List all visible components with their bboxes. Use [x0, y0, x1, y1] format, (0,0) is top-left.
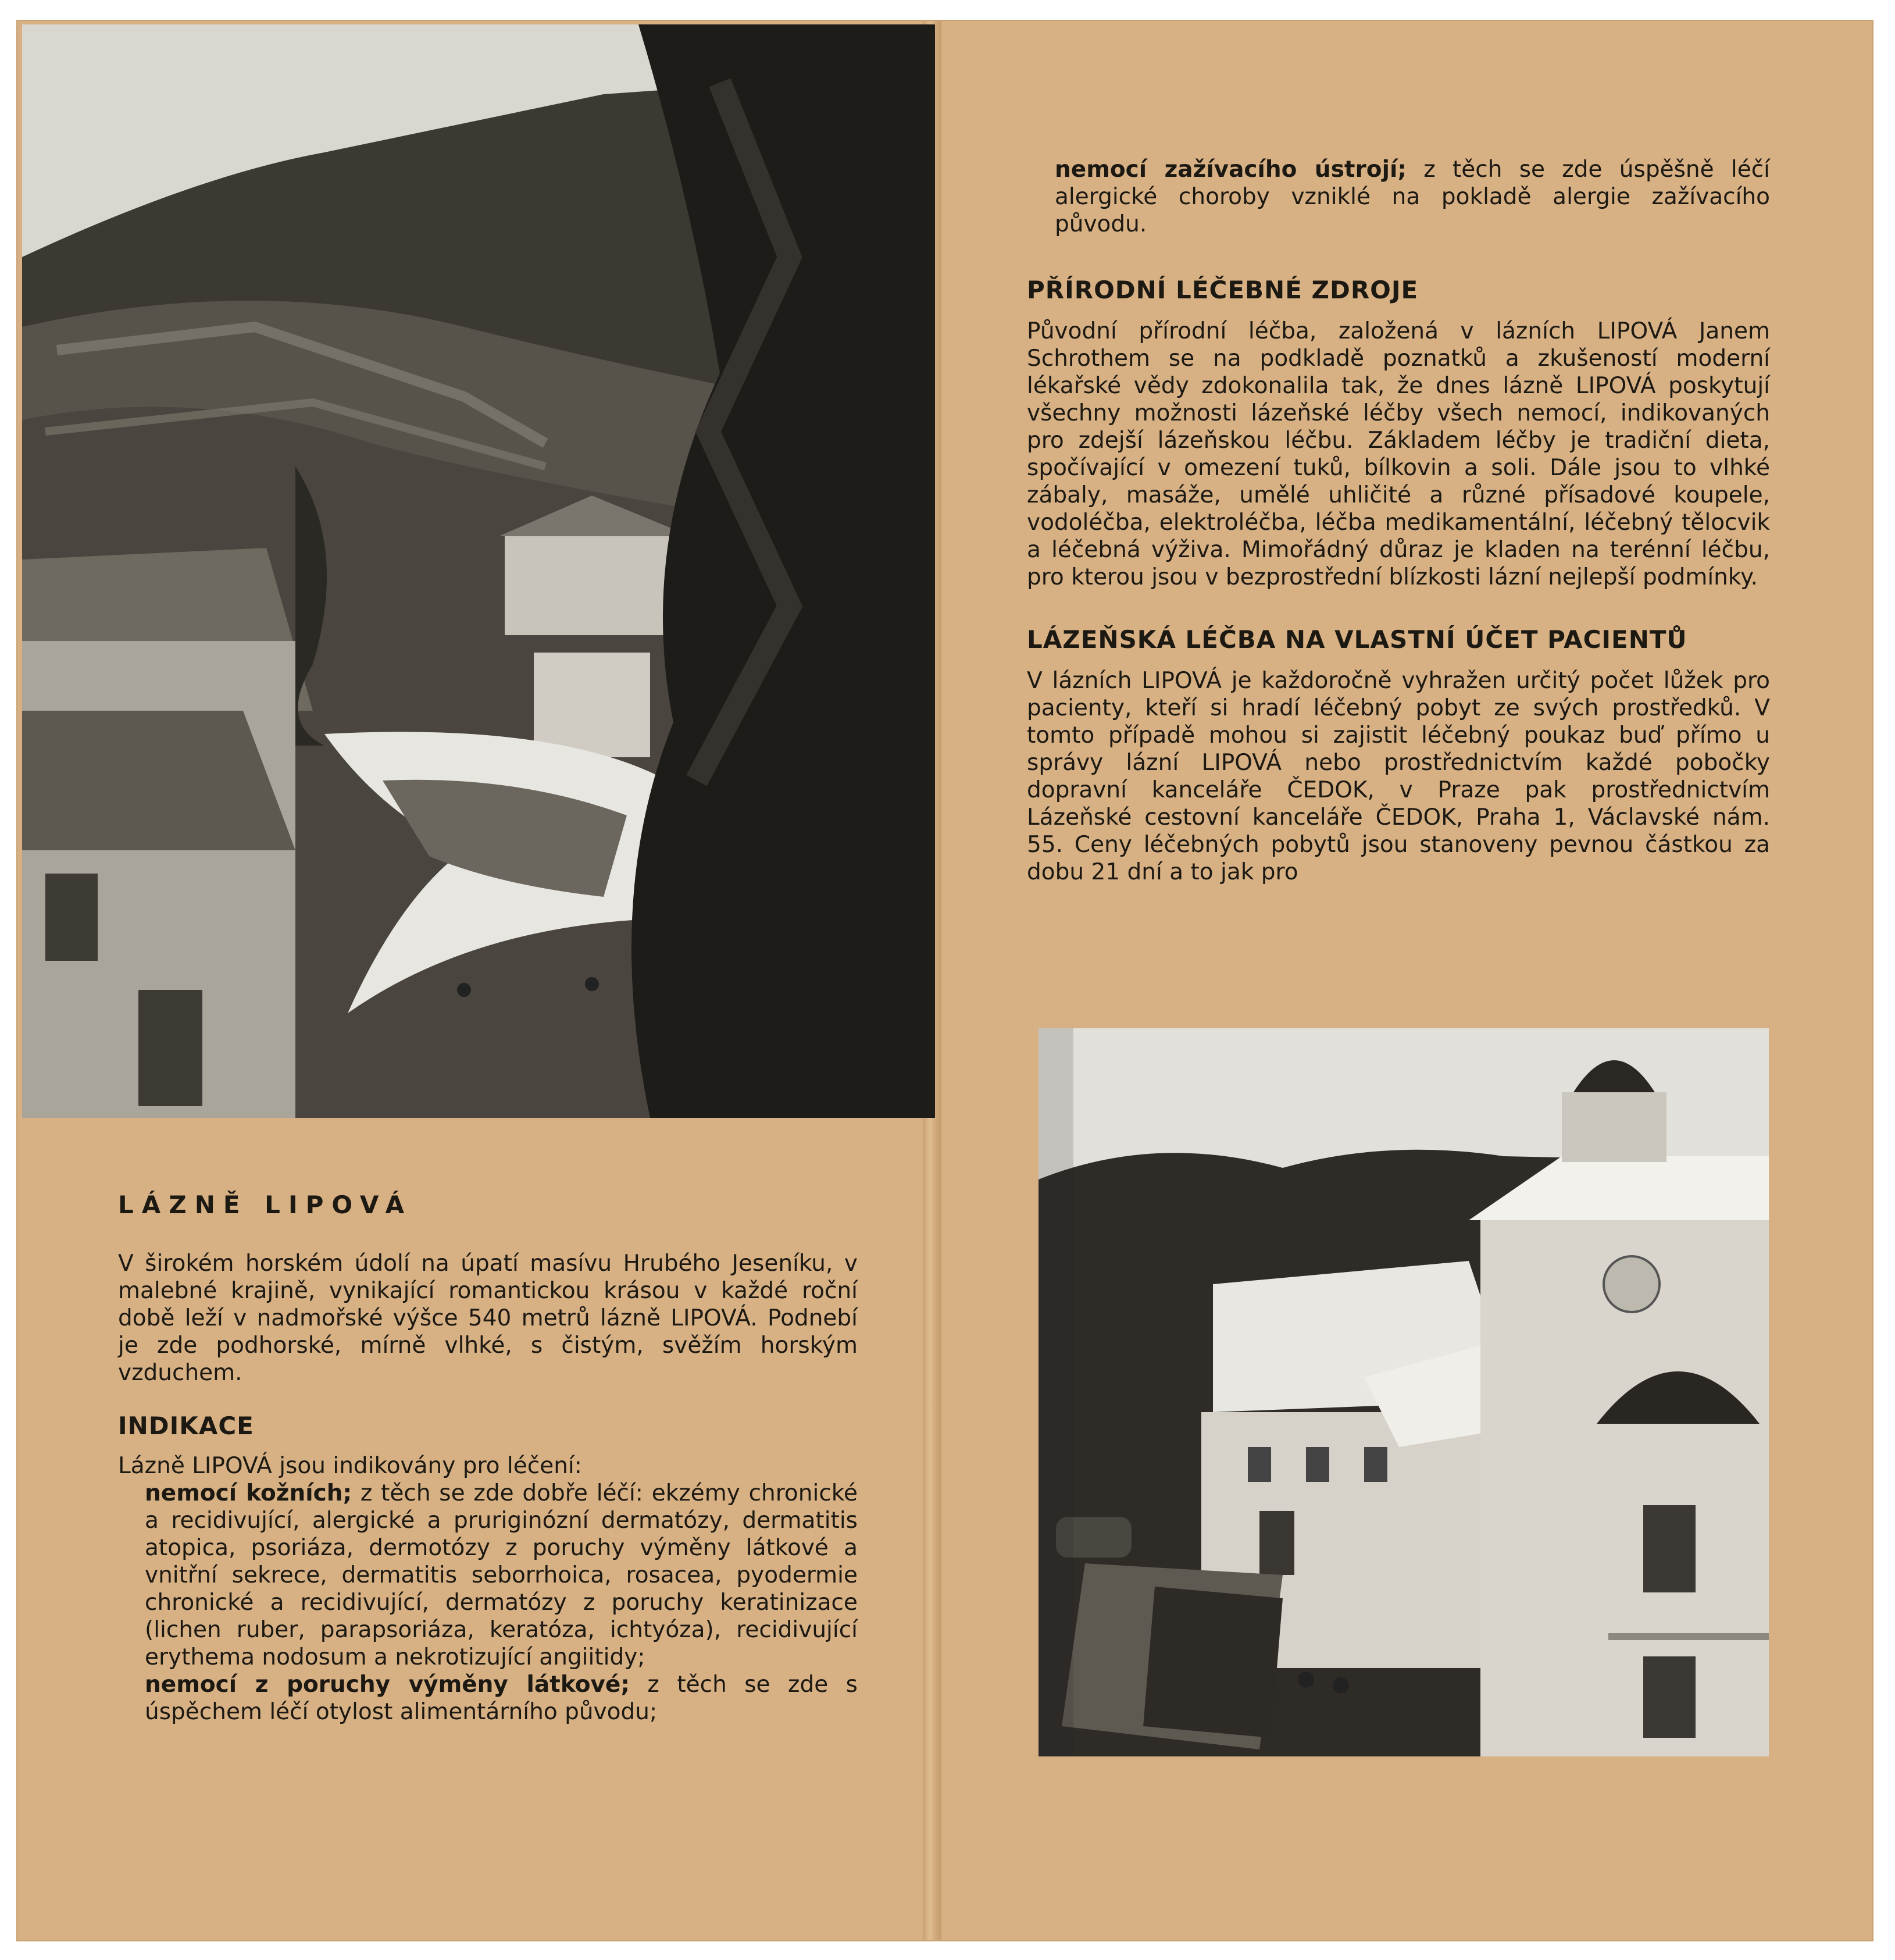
spa-valley-photo — [22, 24, 935, 1118]
intro-paragraph: V širokém horském údolí na úpatí masívu Hrubého Jeseníku, v malebné krajině, vynikající romantickou krásou v každé roční době leží v nadmořské výšce 540 metrů lázně LIPOVÁ. Podnebí je zde podhorské, mírně vlhké, s čistým, svěžím horským vzduchem. — [118, 1250, 858, 1386]
indication-digestive — [1027, 156, 1770, 238]
indication-metabolic — [118, 1671, 858, 1726]
indikace-lead: Lázně LIPOVÁ jsou indikovány pro léčení: — [118, 1453, 582, 1479]
spa-building-photo — [1038, 1028, 1769, 1756]
indication-digestive-title: nemocí zažívacího ústrojí; — [1055, 156, 1407, 183]
indication-skin-text: z těch se zde dobře léčí: ekzémy chronické a recidivující, alergické a pruriginózní dermatózy, dermatitis atopica, psoriáza, dermotózy z poruchy výměny látkové a vnitřní sekrece, dermatitis seborrhoica, rosacea, pyodermie chronické a recidivující, dermatózy z poruchy keratinizace (lichen ruber, parapsoriáza, keratóza, ichtyóza), recidivující erythema nodosum a nekrotizující angiitidy; — [145, 1480, 858, 1670]
indikace-heading: INDIKACE — [118, 1412, 254, 1440]
right-text-column — [1027, 156, 1770, 886]
zdroje-paragraph: Původní přírodní léčba, založená v lázních LIPOVÁ Janem Schrothem se na podkladě poznatků a zkušeností moderní lékařské vědy zdokonalila tak, že dnes lázně LIPOVÁ poskytují všechny možnosti lázeňské léčby všech nemocí, indikovaných pro zdejší lázeňskou léčbu. Základem léčby je tradiční dieta, spočívající v omezení tuků, bílkovin a soli. Dále jsou to vlhké zábaly, masáže, umělé uhličité a různé přísadové koupele, vodoléčba, elektroléčba, léčba medikamentální, léčebný tělocvik a léčebná výživa. Mimořádný důraz je kladen na terénní léčbu, pro kterou jsou v bezprostřední blízkosti lázní nejlepší podmínky. — [1027, 318, 1770, 590]
zdroje-heading: PŘÍRODNÍ LÉČEBNÉ ZDROJE — [1027, 276, 1419, 304]
indication-skin-title: nemocí kožních; — [145, 1480, 352, 1506]
left-text-column — [118, 1191, 858, 1726]
indication-digestive-text: z těch se zde úspěšně léčí alergické choroby vzniklé na pokladě alergie zažívacího původu. — [1055, 156, 1770, 237]
indication-skin — [118, 1480, 858, 1671]
ucet-heading: LÁZEŇSKÁ LÉČBA NA VLASTNÍ ÚČET PACIENTŮ — [1027, 625, 1687, 654]
indication-metabolic-text: z těch se zde s úspěchem léčí otylost alimentárního původu; — [145, 1672, 858, 1725]
indication-metabolic-title: nemocí z poruchy výměny látkové; — [145, 1672, 630, 1698]
brochure-title: LÁZNĚ LIPOVÁ — [118, 1191, 413, 1219]
ucet-paragraph: V lázních LIPOVÁ je každoročně vyhražen určitý počet lůžek pro pacienty, kteří si hradí léčebný pobyt ze svých prostředků. V tomto případě mohou si zajistit léčebný poukaz buď přímo u správy lázní LIPOVÁ nebo prostřednictvím každé pobočky dopravní kanceláře ČEDOK, v Praze pak prostřednictvím Lázeňské cestovní kanceláře ČEDOK, Praha 1, Václavské nám. 55. Ceny léčebných pobytů jsou stanoveny pevnou částkou za dobu 21 dní a to jak pro — [1027, 668, 1770, 885]
